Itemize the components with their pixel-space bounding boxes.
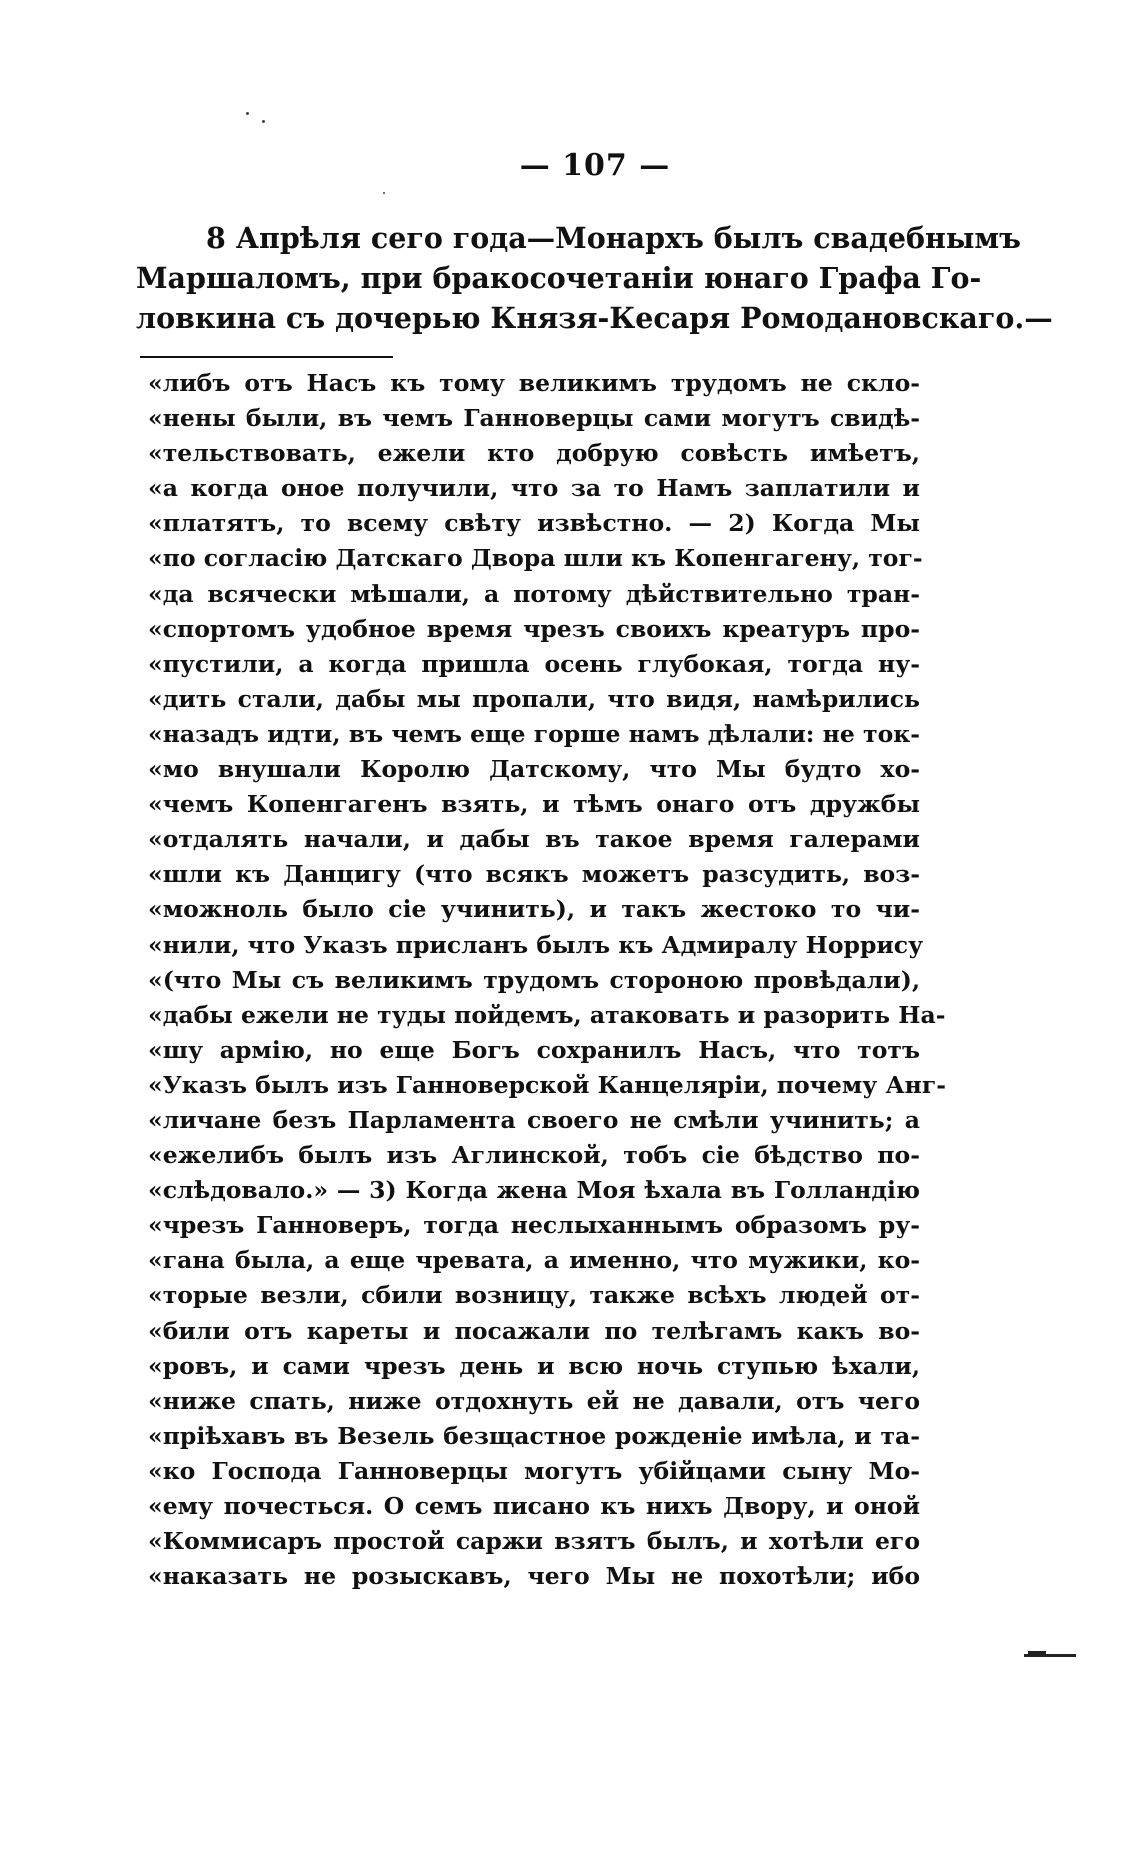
footnote-line: «а когда оное получили, что за то Намъ заплатили и [148,474,920,503]
footnote-line: «ниже спать, ниже отдохнуть ей не давали, отъ чего [148,1386,920,1415]
footnote-line: «ему почесться. О семъ писано къ нихъ Двору, и оной [148,1492,920,1520]
footnote-line: «мо внушали Королю Датскому, что Мы будто хо- [148,755,920,784]
footnote-line: «ровъ, и сами чрезъ день и всю ночь ступью ѣхали, [148,1351,920,1380]
main-line: Маршаломъ, при бракосочетаніи юнаго Графа Го- [136,261,982,295]
margin-mark [1024,1654,1076,1657]
footnote-line: «шу армію, но еще Богъ сохранилъ Насъ, что тотъ [148,1035,920,1064]
scan-speck [246,112,249,115]
footnote-line: «Указъ былъ изъ Ганноверской Канцеляріи, почему Анг- [148,1070,946,1099]
footnote-line: «да всячески мѣшали, а потому дѣйствительно тран- [148,579,920,608]
footnote-line: «наказать не розыскавъ, чего Мы не похотѣли; ибо [148,1562,920,1591]
footnote-line: «отдалять начали, и дабы въ такое время галерами [148,825,920,854]
footnote-line: «гана была, а еще чревата, а именно, что мужики, ко- [148,1246,920,1275]
footnote-block [148,366,946,1594]
footnote-divider [140,356,393,358]
footnote-line: «ко Господа Ганноверцы могутъ убійцами сыну Мо- [148,1456,920,1485]
footnote-line: «назадъ идти, въ чемъ еще горше намъ дѣлали: не ток- [148,719,920,748]
footnote-line: «били отъ кареты и посажали по телѣгамъ какъ во- [148,1316,920,1345]
footnote-line: «можноль было сіе учинить), и такъ жестоко то чи- [148,895,920,924]
main-line: 8 Апрѣля сего года—Монархъ былъ свадебнымъ [206,221,1022,255]
main-line: ловкина съ дочерью Князя-Кесаря Ромодановскаго.— [136,301,1053,335]
footnote-line: «тельствовать, ежели кто добрую совѣсть имѣетъ, [148,439,920,468]
footnote-line: «спортомъ удобное время чрезъ своихъ креатуръ про- [148,614,920,643]
footnote-line: «дить стали, дабы мы пропали, что видя, намѣрились [148,684,920,713]
footnote-line: «торые везли, сбили возницу, также всѣхъ людей от- [148,1281,920,1310]
footnote-line: «слѣдовало.» — 3) Когда жена Моя ѣхала въ Голландію [148,1176,920,1205]
footnote-line: «(что Мы съ великимъ трудомъ стороною провѣдали), [148,965,920,994]
footnote-line: «пустили, а когда пришла осень глубокая, тогда ну- [148,649,920,678]
footnote-line: «либъ отъ Насъ къ тому великимъ трудомъ не скло- [148,369,920,397]
footnote-line: «платятъ, то всему свѣту извѣстно. — 2) Когда Мы [148,509,920,538]
footnote-line: «нили, что Указъ присланъ былъ къ Адмиралу Норрису [148,930,924,959]
footnote-line: «дабы ежели не туды пойдемъ, атаковать и разорить На- [148,1000,946,1029]
footnote-line: «по согласію Датскаго Двора шли къ Копенгагену, тог- [148,544,923,573]
footnote-line: «пріѣхавъ въ Везель безщастное рожденіе имѣла, и та- [148,1421,920,1450]
footnote-line: «чрезъ Ганноверъ, тогда неслыханнымъ образомъ ру- [148,1211,920,1240]
scan-speck [262,120,265,123]
page-number: — 107 — [519,148,671,183]
footnote-line: «нены были, въ чемъ Ганноверцы сами могутъ свидѣ- [148,404,920,433]
footnote-line: «чемъ Копенгагенъ взять, и тѣмъ онаго отъ дружбы [148,790,920,819]
footnote-line: «ежелибъ былъ изъ Аглинской, тобъ сіе бѣдство по- [148,1141,920,1170]
footnote-line: «шли къ Данцигу (что всякъ можетъ разсудить, воз- [148,860,920,889]
footnote-line: «Коммисаръ простой саржи взятъ былъ, и хотѣли его [148,1527,920,1556]
footnote-line: «личане безъ Парламента своего не смѣли учинить; а [148,1105,920,1134]
scan-speck [383,192,385,194]
main-paragraph [136,218,1053,338]
